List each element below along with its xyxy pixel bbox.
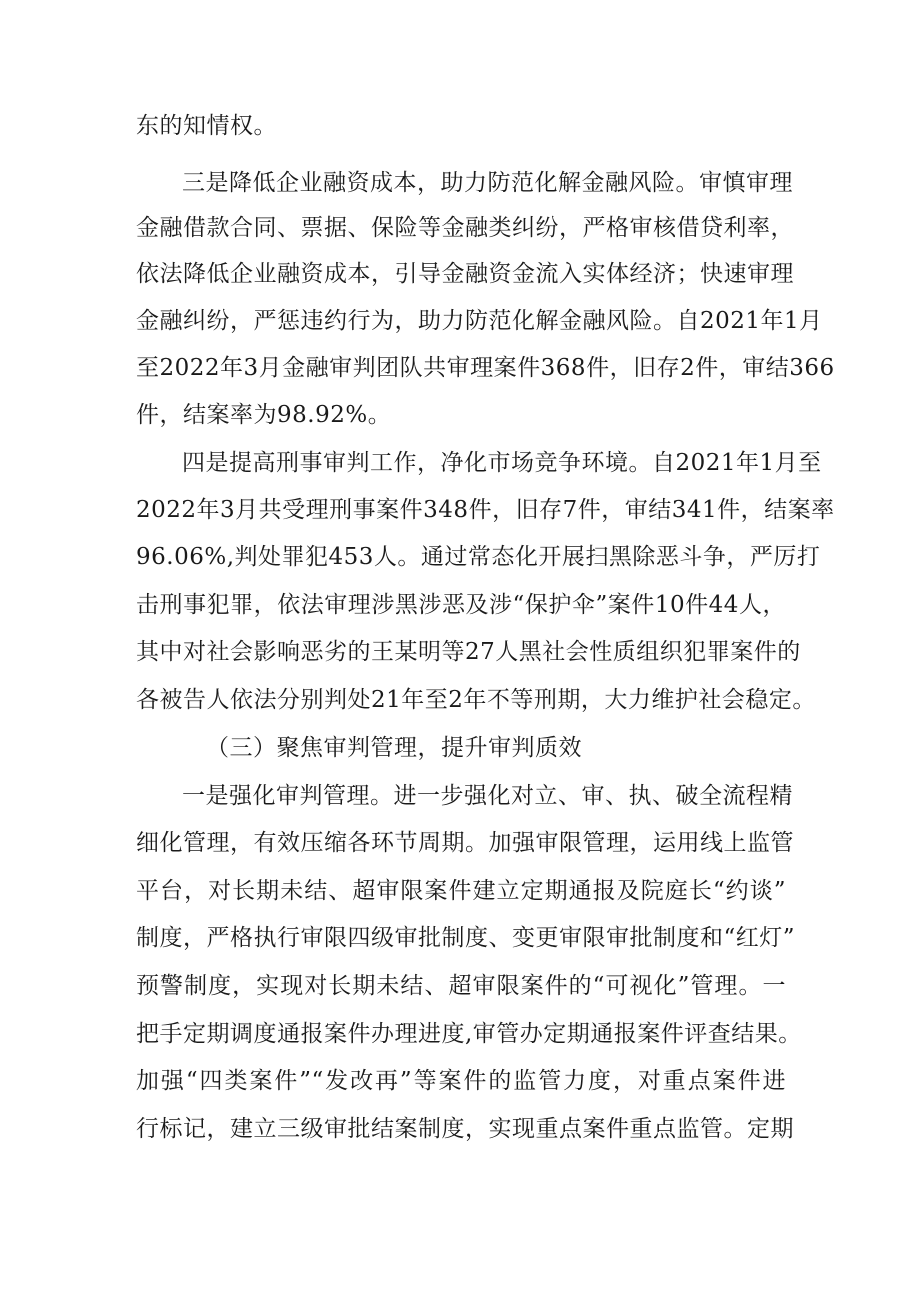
paragraph-line: 一是强化审判管理。进一步强化对立、审、执、破全流程精 (182, 783, 793, 809)
paragraph-line: 行标记，建立三级审批结案制度，实现重点案件重点监管。定期 (136, 1116, 794, 1142)
paragraph-line: 预警制度，实现对长期未结、超审限案件的“可视化”管理。一 (136, 973, 786, 999)
paragraph-line: 件，结案率为98.92%。 (136, 402, 392, 428)
paragraph-line: 至2022年3月金融审判团队共审理案件368件，旧存2件，审结366 (136, 355, 835, 381)
paragraph-line: 东的知情权。 (136, 113, 277, 139)
paragraph-line: 其中对社会影响恶劣的王某明等27人黑社会性质组织犯罪案件的 (136, 639, 801, 665)
paragraph-line: 96.06%,判处罪犯453人。通过常态化开展扫黑除恶斗争，严厉打 (136, 544, 821, 570)
paragraph-line: 击刑事犯罪，依法审理涉黑涉恶及涉“保护伞”案件10件44人， (136, 592, 786, 618)
paragraph-line: 三是降低企业融资成本，助力防范化解金融风险。审慎审理 (182, 170, 793, 196)
paragraph-line: 细化管理，有效压缩各环节周期。加强审限管理，运用线上监管 (136, 830, 794, 856)
paragraph-line: 加强“四类案件”“发改再”等案件的监管力度，对重点案件进 (136, 1068, 786, 1094)
paragraph-line: 制度，严格执行审限四级审批制度、变更审限审批制度和“红灯” (136, 925, 796, 951)
paragraph-line: 2022年3月共受理刑事案件348件，旧存7件，审结341件，结案率 (136, 497, 835, 523)
paragraph-line: 四是提高刑事审判工作，净化市场竞争环境。自2021年1月至 (182, 450, 822, 476)
paragraph-line: 依法降低企业融资成本，引导金融资金流入实体经济；快速审理 (136, 261, 794, 287)
paragraph-line: 各被告人依法分别判处21年至2年不等刑期，大力维护社会稳定。 (136, 687, 816, 713)
section-heading: （三）聚焦审判管理，提升审判质效 (206, 735, 582, 761)
paragraph-line: 把手定期调度通报案件办理进度,审管办定期通报案件评查结果。 (136, 1021, 802, 1047)
paragraph-line: 金融纠纷，严惩违约行为，助力防范化解金融风险。自2021年1月 (136, 308, 823, 334)
paragraph-line: 金融借款合同、票据、保险等金融类纠纷，严格审核借贷利率， (136, 215, 794, 241)
paragraph-line: 平台，对长期未结、超审限案件建立定期通报及院庭长“约谈” (136, 878, 786, 904)
